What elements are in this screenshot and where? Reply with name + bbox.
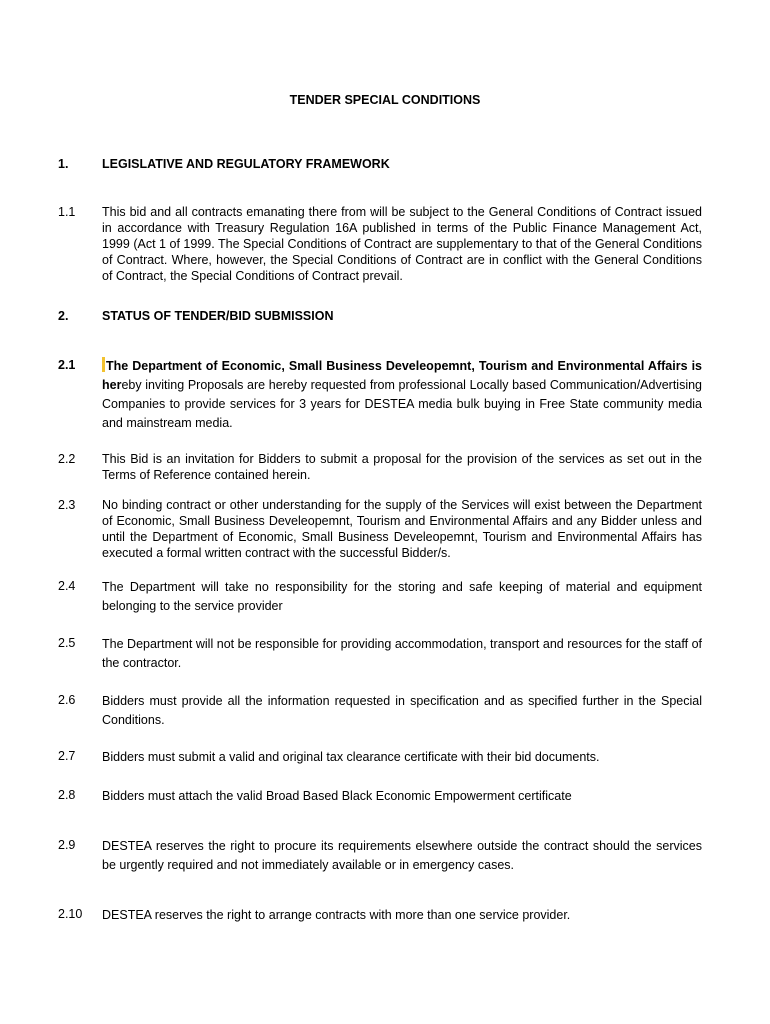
clause-number: 2.9 [58,838,76,852]
clause-text: No binding contract or other understanding for the supply of the Services will exist between the Department of Economic, Small Business Develeopemnt, Tourism and Environmental Affairs and any Bidder unless and until the Department of Economic, Small Business Develeopemnt, Tourism and Environmental Affairs has executed a formal written contract with the successful Bidder/s. [102,498,702,560]
clause-number: 2.6 [58,693,76,707]
text-cursor [102,357,105,372]
clause-number: 2.1 [58,358,76,372]
clause-text: Bidders must submit a valid and original tax clearance certificate with their bid documents. [102,750,600,764]
clause-number: 2.8 [58,788,76,802]
clause-text: This Bid is an invitation for Bidders to submit a proposal for the provision of the services as set out in the Terms of Reference contained herein. [102,452,702,482]
clause-number: 2.5 [58,636,76,650]
clause-number: 2.10 [58,907,83,921]
section-number: 1. [58,157,69,171]
clause-text: DESTEA reserves the right to procure its requirements elsewhere outside the contract should the services be urgently required and not immediately available or in emergency cases. [102,839,702,872]
section-number: 2. [58,309,69,323]
clause-number: 2.3 [58,498,76,512]
clause-number: 2.2 [58,452,76,466]
clause-text: This bid and all contracts emanating there from will be subject to the General Conditions of Contract issued in accordance with Treasury Regulation 16A published in terms of the Public Finance Management Act, 1999 (Act 1 of 1999. The Special Conditions of Contract are supplementary to that of the General Conditions of Contract. Where, however, the Special Conditions of Contract are in conflict with the General Conditions of Contract, the Special Conditions of Contract prevail. [102,205,702,283]
document-title: TENDER SPECIAL CONDITIONS [289,93,481,107]
clause-text-regular: eby inviting Proposals are hereby requested from professional Locally based Communication/Advertising Companies to provide services for 3 years for DESTEA media bulk buying in Free State community media and mainstream media. [102,378,702,430]
clause-number: 2.7 [58,749,76,763]
clause-text: The Department will take no responsibility for the storing and safe keeping of material and equipment belonging to the service provider [102,580,702,613]
clause-number: 1.1 [58,205,76,219]
clause-number: 2.4 [58,579,76,593]
clause-text-bold: The Department of Economic, Small Business Develeopemnt, Tourism and Environmental Affairs is her [102,359,702,392]
section-title: LEGISLATIVE AND REGULATORY FRAMEWORK [102,157,390,171]
clause-text [102,357,702,433]
clause-text: The Department will not be responsible for providing accommodation, transport and resources for the staff of the contractor. [102,637,702,670]
section-title: STATUS OF TENDER/BID SUBMISSION [102,309,334,323]
clause-text: Bidders must provide all the information requested in specification and as specified further in the Special Conditions. [102,694,702,727]
clause-text: Bidders must attach the valid Broad Based Black Economic Empowerment certificate [102,789,572,803]
clause-text: DESTEA reserves the right to arrange contracts with more than one service provider. [102,908,571,922]
